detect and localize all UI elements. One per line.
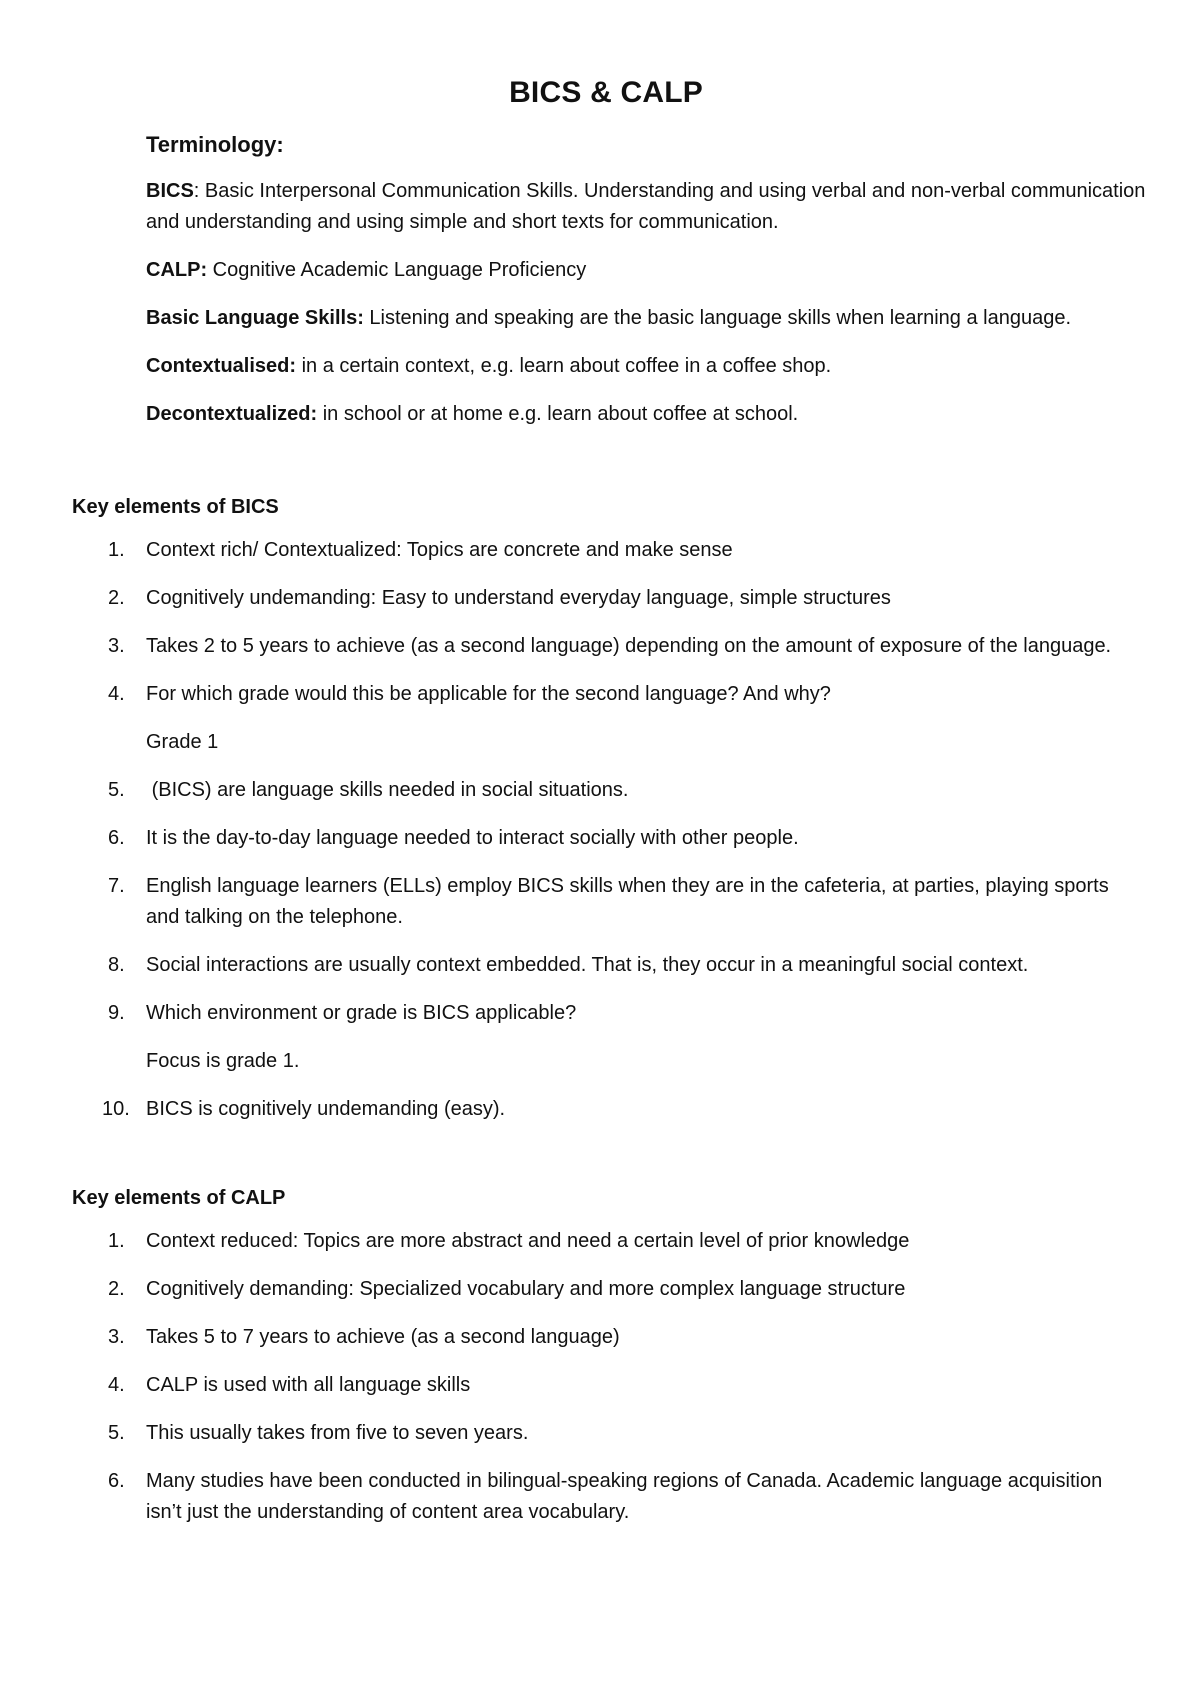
list-item	[72, 1418, 1142, 1449]
list-number: 7.	[108, 875, 125, 897]
terminology-heading: Terminology:	[146, 132, 284, 157]
list-text: This usually takes from five to seven years.	[146, 1422, 529, 1444]
list-text: Many studies have been conducted in bilingual-speaking regions of Canada. Academic language acquisition isn’t just the understanding of content area vocabulary.	[146, 1470, 1103, 1523]
term-label: Basic Language Skills:	[146, 307, 364, 329]
list-item	[72, 823, 1142, 854]
list-item	[72, 1370, 1142, 1401]
list-text: Cognitively undemanding: Easy to understand everyday language, simple structures	[146, 587, 891, 609]
list-item	[72, 631, 1142, 662]
list-item	[72, 950, 1142, 981]
list-number: 10.	[102, 1098, 130, 1120]
calp-section-heading: Key elements of CALP	[72, 1187, 286, 1209]
list-number: 4.	[108, 1374, 125, 1396]
term-definition: Basic Interpersonal Communication Skills. Understanding and using verbal and non-verbal communication and understanding and using simple and short texts for communication.	[146, 180, 1146, 233]
term-definition: in school or at home e.g. learn about coffee at school.	[322, 403, 799, 425]
list-item	[72, 998, 1142, 1029]
list-text: CALP is used with all language skills	[146, 1374, 471, 1396]
list-number: 1.	[108, 1230, 125, 1252]
list-number: 6.	[108, 827, 125, 849]
term-definition: in a certain context, e.g. learn about coffee in a coffee shop.	[301, 355, 832, 377]
list-text: Social interactions are usually context embedded. That is, they occur in a meaningful social context.	[146, 954, 1029, 976]
list-text: English language learners (ELLs) employ BICS skills when they are in the cafeteria, at parties, playing sports and talking on the telephone.	[146, 875, 1109, 928]
list-text: BICS is cognitively undemanding (easy).	[146, 1098, 506, 1120]
list-text: It is the day-to-day language needed to interact socially with other people.	[146, 827, 799, 849]
list-number: 2.	[108, 1278, 125, 1300]
list-item	[72, 871, 1142, 933]
list-text: Context reduced: Topics are more abstract and need a certain level of prior knowledge	[146, 1230, 910, 1252]
term-definition: Cognitive Academic Language Proficiency	[212, 259, 587, 281]
list-number: 3.	[108, 635, 125, 657]
list-item	[72, 1322, 1142, 1353]
term-decontextualized	[146, 399, 1156, 430]
term-separator: :	[193, 180, 205, 202]
list-number: 2.	[108, 587, 125, 609]
list-item	[72, 583, 1142, 614]
list-text: Cognitively demanding: Specialized vocabulary and more complex language structure	[146, 1278, 906, 1300]
list-answer	[72, 1046, 1142, 1077]
list-text: (BICS) are language skills needed in social situations.	[146, 779, 629, 801]
list-text: For which grade would this be applicable for the second language? And why?	[146, 683, 831, 705]
list-text: Takes 5 to 7 years to achieve (as a second language)	[146, 1326, 620, 1348]
term-contextualised	[146, 351, 1156, 382]
list-text: Focus is grade 1.	[146, 1050, 300, 1072]
term-label: BICS	[146, 180, 194, 202]
list-number: 3.	[108, 1326, 125, 1348]
list-number: 8.	[108, 954, 125, 976]
list-text: Which environment or grade is BICS applicable?	[146, 1002, 577, 1024]
term-definition: Listening and speaking are the basic language skills when learning a language.	[369, 307, 1072, 329]
list-item	[72, 1094, 1142, 1125]
list-number: 5.	[108, 1422, 125, 1444]
term-label: CALP:	[146, 259, 208, 281]
bics-section-heading: Key elements of BICS	[72, 496, 279, 518]
list-number: 5.	[108, 779, 125, 801]
list-item	[72, 535, 1142, 566]
bics-key-elements-list	[72, 535, 1142, 1125]
list-number: 4.	[108, 683, 125, 705]
calp-key-elements-list	[72, 1226, 1142, 1528]
list-text: Context rich/ Contextualized: Topics are concrete and make sense	[146, 539, 733, 561]
list-item	[72, 1226, 1142, 1257]
list-item	[72, 1274, 1142, 1305]
list-item	[72, 1466, 1142, 1528]
terminology-section	[146, 132, 1156, 430]
term-label: Contextualised:	[146, 355, 297, 377]
page-title: BICS & CALP	[509, 76, 703, 109]
term-calp	[146, 255, 1156, 286]
list-text: Grade 1	[146, 731, 219, 753]
list-number: 6.	[108, 1470, 125, 1492]
list-item	[72, 679, 1142, 710]
list-number: 9.	[108, 1002, 125, 1024]
list-text: Takes 2 to 5 years to achieve (as a second language) depending on the amount of exposure of the language.	[146, 635, 1112, 657]
term-label: Decontextualized:	[146, 403, 318, 425]
list-answer	[72, 727, 1142, 758]
term-bics	[146, 176, 1156, 238]
list-number: 1.	[108, 539, 125, 561]
list-item	[72, 775, 1142, 806]
term-basic-language-skills	[146, 303, 1156, 334]
